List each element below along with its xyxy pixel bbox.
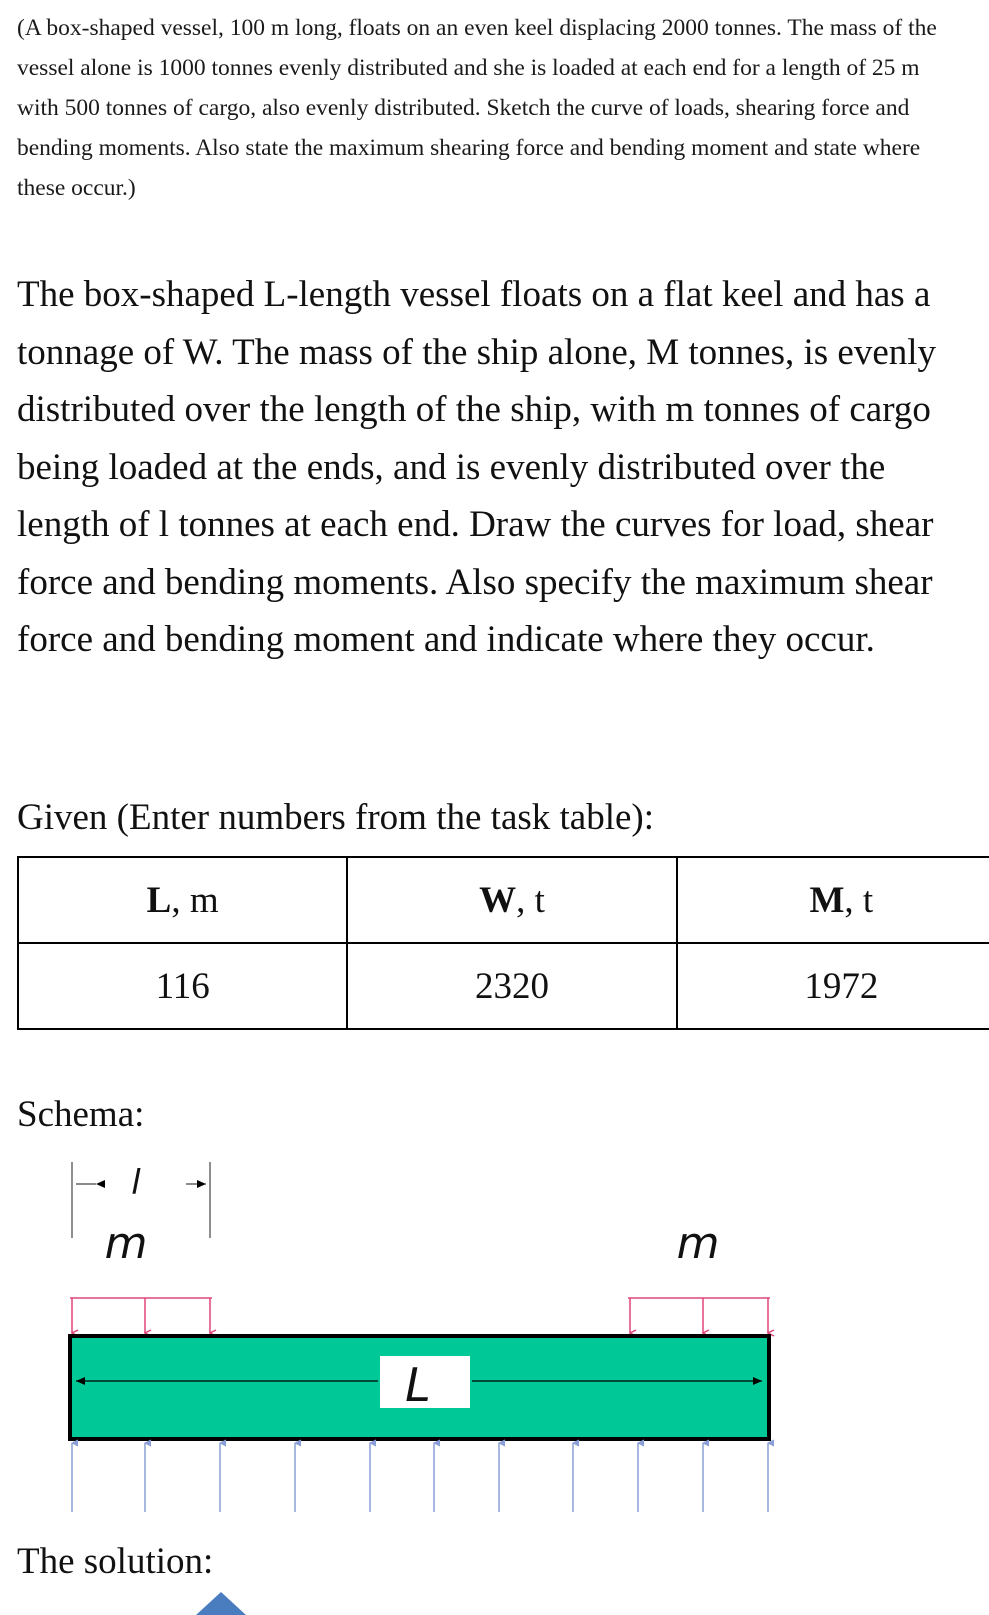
given-heading: Given (Enter numbers from the task table): — [17, 797, 655, 838]
buoyancy-arrows — [72, 1443, 768, 1512]
task-intro-text: (A box-shaped vessel, 100 m long, floats on an even keel displacing 2000 tonnes. The mass of the vessel alone is 1000 tonnes evenly distributed and she is loaded at each end for a length of 25 m with 500 tonnes of cargo, also evenly distributed. Sketch the curve of loads, shearing force and bending moments. Also state the maximum shearing force and bending moment and state where these occur.) — [17, 15, 937, 201]
value-length: 116 — [18, 943, 347, 1029]
triangle-icon — [196, 1592, 246, 1615]
header-displacement: W, t — [347, 857, 676, 943]
header-length: L, m — [18, 857, 347, 943]
given-table — [17, 856, 989, 1030]
cargo-load-right — [628, 1298, 770, 1333]
cargo-mass-label-right: m — [676, 1218, 720, 1269]
solution-heading: The solution: — [17, 1541, 214, 1582]
problem-statement: The box-shaped L-length vessel floats on a flat keel and has a tonnage of W. The mass of the ship alone, M tonnes, is evenly distributed over the length of the ship, with m tonnes of cargo being loaded at the ends, and is evenly distributed over the length of l tonnes at each end. Draw the curves for load, shear force and bending moments. Also specify the maximum shear force and bending moment and indicate where they occur. — [17, 274, 937, 660]
cargo-mass-label-left: m — [104, 1218, 148, 1269]
schema-heading: Schema: — [17, 1094, 145, 1135]
vessel-schema-diagram — [0, 1150, 989, 1530]
given-table-value-row — [18, 943, 989, 1029]
vessel-length-label: L — [405, 1358, 431, 1412]
value-displacement: 2320 — [347, 943, 676, 1029]
cargo-length-label: l — [131, 1163, 141, 1203]
value-mass: 1972 — [677, 943, 989, 1029]
header-mass: M, t — [677, 857, 989, 943]
cargo-load-left — [70, 1298, 212, 1333]
given-table-header-row — [18, 857, 989, 943]
